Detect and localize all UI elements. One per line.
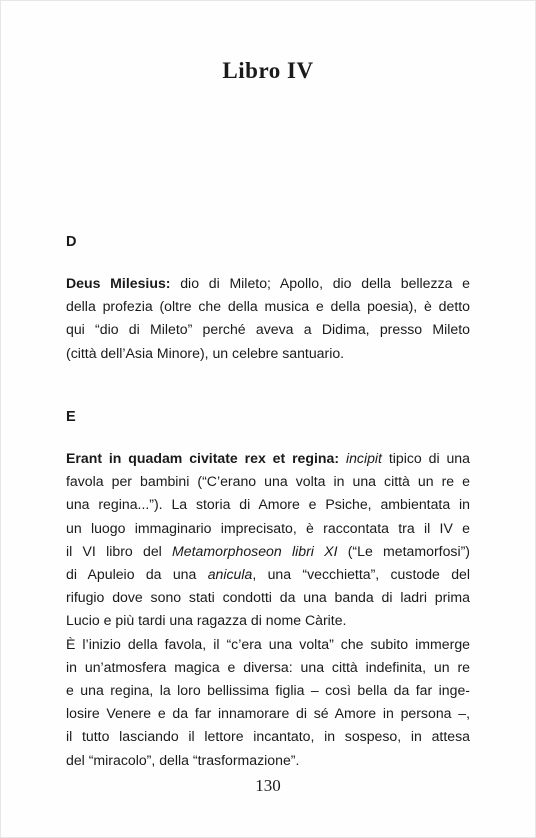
entry-line: favola per bambini (“C’erano una volta in una città un re e (66, 473, 470, 490)
entry-line: Erant in quadam civitate rex et regina: incipit tipico di una (66, 450, 470, 466)
entry-line: di Apuleio da una anicula, una “vecchietta”, custode del (66, 566, 470, 583)
entry-line: il VI libro del Metamorphoseon libri XI (“Le metamorfosi”) (66, 542, 470, 559)
entry-line: il tutto lasciando il lettore incantato, in sospeso, in attesa (66, 728, 470, 745)
entry-line: È l’inizio della favola, il “c’era una volta” che subito immerge (66, 635, 470, 652)
entry-line: del “miracolo”, della “trasformazione”. (66, 751, 300, 768)
entry-line: Lucio e più tardi una ragazza di nome Càrite. (66, 612, 347, 629)
entry-line: un luogo immaginario imprecisato, è raccontata tra il IV e (66, 519, 470, 536)
entry-term: Erant in quadam civitate rex et regina: (66, 450, 340, 466)
entry-line: una regina...”). La storia di Amore e Psiche, ambientata in (66, 496, 470, 513)
section-letter-d: D (66, 234, 77, 250)
entry-line: in un’atmosfera magica e diversa: una città indefinita, un re (66, 658, 470, 675)
section-letter-e: E (66, 409, 76, 425)
entry-line: della profezia (oltre che della musica e della poesia), è detto (66, 298, 470, 315)
entry-line: Deus Milesius: dio di Mileto; Apollo, dio della bellezza e (66, 275, 471, 291)
page-number: 130 (255, 776, 281, 795)
entry-term: Deus Milesius: (66, 275, 171, 291)
entry-line: e una regina, la loro bellissima figlia – così bella da far inge- (66, 682, 470, 699)
entry-line: qui “dio di Mileto” perché aveva a Didima, presso Mileto (66, 321, 470, 338)
glossary-entry-deus-milesius (66, 272, 470, 365)
entry-line: rifugio dove sono stati condotti da una banda di ladri prima (66, 589, 470, 606)
chapter-title: Libro IV (222, 58, 314, 83)
entry-line: losire Venere e da far innamorare di sé Amore in persona –, (66, 705, 470, 722)
entry-line: (città dell’Asia Minore), un celebre santuario. (66, 344, 345, 361)
glossary-entry-erant (66, 447, 470, 772)
